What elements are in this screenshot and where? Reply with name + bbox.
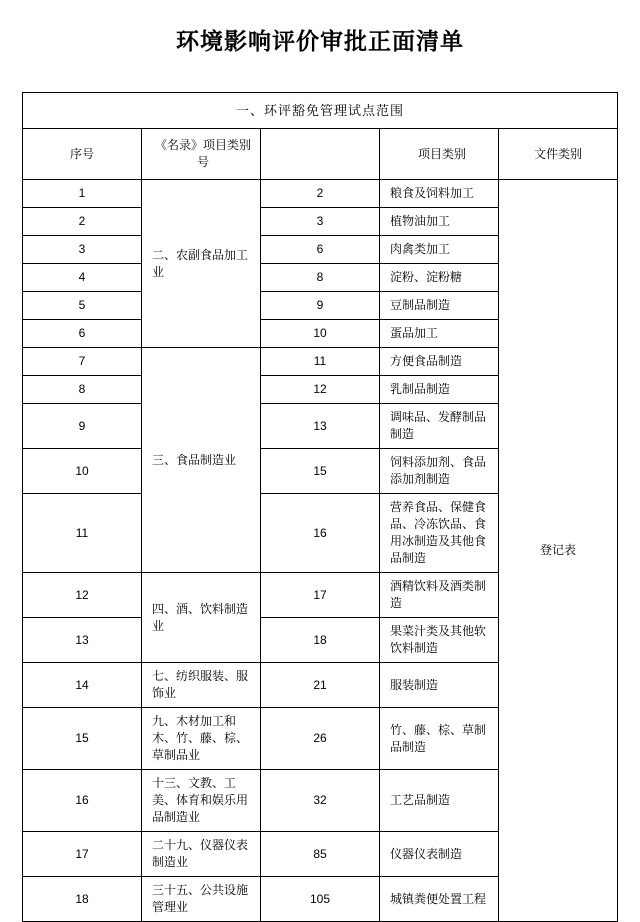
cell-project-category: 果菜汁类及其他软饮料制造 — [380, 618, 499, 663]
page-title: 环境影响评价审批正面清单 — [176, 28, 464, 54]
cell-project-category: 酒精饮料及酒类制造 — [380, 573, 499, 618]
cell-project-category: 饲料添加剂、食品添加剂制造 — [380, 449, 499, 494]
cell-catalog-label: 七、纺织服装、服饰业 — [142, 663, 261, 708]
cell-project-category: 粮食及饲料加工 — [380, 180, 499, 208]
column-header-seq: 序号 — [23, 129, 142, 180]
cell-seq: 10 — [23, 449, 142, 494]
cell-catalog-number: 8 — [261, 264, 380, 292]
cell-catalog-number: 15 — [261, 449, 380, 494]
cell-file-category: 登记表 — [499, 180, 618, 922]
cell-seq: 6 — [23, 320, 142, 348]
cell-seq: 8 — [23, 376, 142, 404]
cell-project-category: 调味品、发酵制品制造 — [380, 404, 499, 449]
cell-catalog-number: 21 — [261, 663, 380, 708]
cell-project-category: 服装制造 — [380, 663, 499, 708]
cell-project-category: 城镇粪便处置工程 — [380, 877, 499, 922]
cell-catalog-label: 九、木材加工和木、竹、藤、棕、草制品业 — [142, 708, 261, 770]
cell-catalog-number: 16 — [261, 494, 380, 573]
cell-catalog-number: 105 — [261, 877, 380, 922]
cell-catalog-number: 9 — [261, 292, 380, 320]
cell-catalog-number: 2 — [261, 180, 380, 208]
cell-seq: 15 — [23, 708, 142, 770]
cell-project-category: 肉禽类加工 — [380, 236, 499, 264]
cell-project-category: 淀粉、淀粉糖 — [380, 264, 499, 292]
cell-catalog-label: 三十五、公共设施管理业 — [142, 877, 261, 922]
cell-project-category: 工艺品制造 — [380, 770, 499, 832]
cell-catalog-number: 85 — [261, 832, 380, 877]
table-column-header-row — [23, 129, 618, 180]
cell-seq: 13 — [23, 618, 142, 663]
positive-list-table-container — [22, 92, 618, 922]
cell-seq: 12 — [23, 573, 142, 618]
cell-catalog-number: 32 — [261, 770, 380, 832]
cell-catalog-number: 3 — [261, 208, 380, 236]
cell-seq: 18 — [23, 877, 142, 922]
column-header-project-category: 项目类别 — [380, 129, 499, 180]
positive-list-table — [22, 92, 618, 922]
cell-catalog-number: 26 — [261, 708, 380, 770]
column-header-catalog-number — [261, 129, 380, 180]
cell-catalog-label: 十三、文教、工美、体育和娱乐用品制造业 — [142, 770, 261, 832]
cell-project-category: 仪器仪表制造 — [380, 832, 499, 877]
cell-seq: 7 — [23, 348, 142, 376]
cell-project-category: 营养食品、保健食品、冷冻饮品、食用冰制造及其他食品制造 — [380, 494, 499, 573]
cell-seq: 14 — [23, 663, 142, 708]
section-header-cell: 一、环评豁免管理试点范围 — [23, 93, 618, 129]
cell-catalog-number: 10 — [261, 320, 380, 348]
cell-seq: 3 — [23, 236, 142, 264]
cell-seq: 4 — [23, 264, 142, 292]
cell-catalog-label: 二、农副食品加工业 — [142, 180, 261, 348]
cell-seq: 1 — [23, 180, 142, 208]
cell-seq: 11 — [23, 494, 142, 573]
cell-project-category: 乳制品制造 — [380, 376, 499, 404]
table-row — [23, 180, 618, 208]
cell-project-category: 植物油加工 — [380, 208, 499, 236]
document-page — [0, 24, 640, 914]
table-section-header-row — [23, 93, 618, 129]
cell-seq: 5 — [23, 292, 142, 320]
cell-seq: 17 — [23, 832, 142, 877]
cell-catalog-number: 18 — [261, 618, 380, 663]
cell-catalog-number: 17 — [261, 573, 380, 618]
cell-seq: 9 — [23, 404, 142, 449]
cell-seq: 2 — [23, 208, 142, 236]
cell-catalog-label: 三、食品制造业 — [142, 348, 261, 573]
cell-catalog-label: 四、酒、饮料制造业 — [142, 573, 261, 663]
cell-project-category: 方便食品制造 — [380, 348, 499, 376]
cell-catalog-number: 11 — [261, 348, 380, 376]
cell-catalog-number: 12 — [261, 376, 380, 404]
cell-catalog-number: 6 — [261, 236, 380, 264]
cell-project-category: 豆制品制造 — [380, 292, 499, 320]
cell-project-category: 竹、藤、棕、草制品制造 — [380, 708, 499, 770]
column-header-catalog-no: 《名录》项目类别号 — [142, 129, 261, 180]
cell-catalog-label: 二十九、仪器仪表制造业 — [142, 832, 261, 877]
cell-seq: 16 — [23, 770, 142, 832]
cell-project-category: 蛋品加工 — [380, 320, 499, 348]
column-header-file-category: 文件类别 — [499, 129, 618, 180]
cell-catalog-number: 13 — [261, 404, 380, 449]
